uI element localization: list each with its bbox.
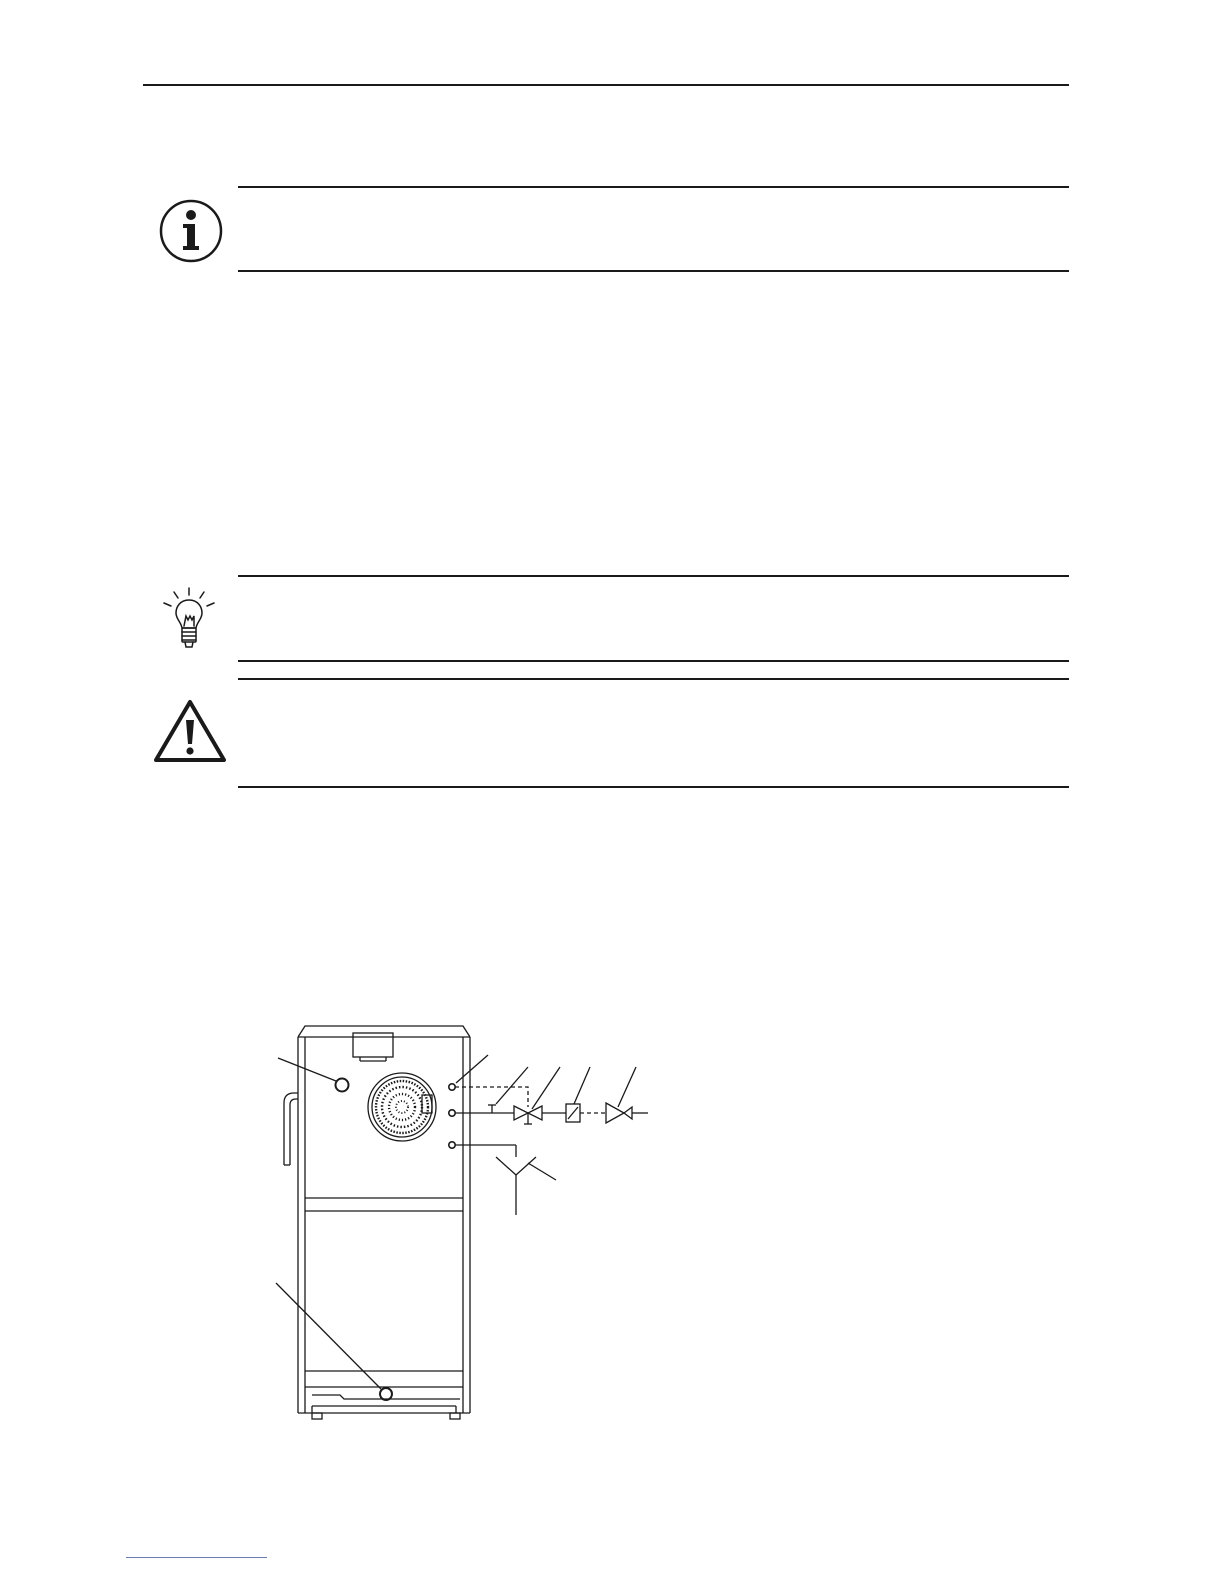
footer-rule (126, 1557, 267, 1558)
lightbulb-icon (160, 586, 218, 654)
header-rule (143, 84, 1069, 86)
tip-notice-bottom-rule (238, 660, 1069, 662)
boiler-rear-connection-diagram (260, 1015, 660, 1435)
info-notice-top-rule (238, 186, 1069, 188)
tip-notice-top-rule (238, 575, 1069, 577)
warning-triangle-icon (152, 698, 228, 764)
info-notice-bottom-rule (238, 270, 1069, 272)
warning-notice-bottom-rule (238, 786, 1069, 788)
warning-notice-top-rule (238, 678, 1069, 680)
info-icon (158, 198, 224, 264)
